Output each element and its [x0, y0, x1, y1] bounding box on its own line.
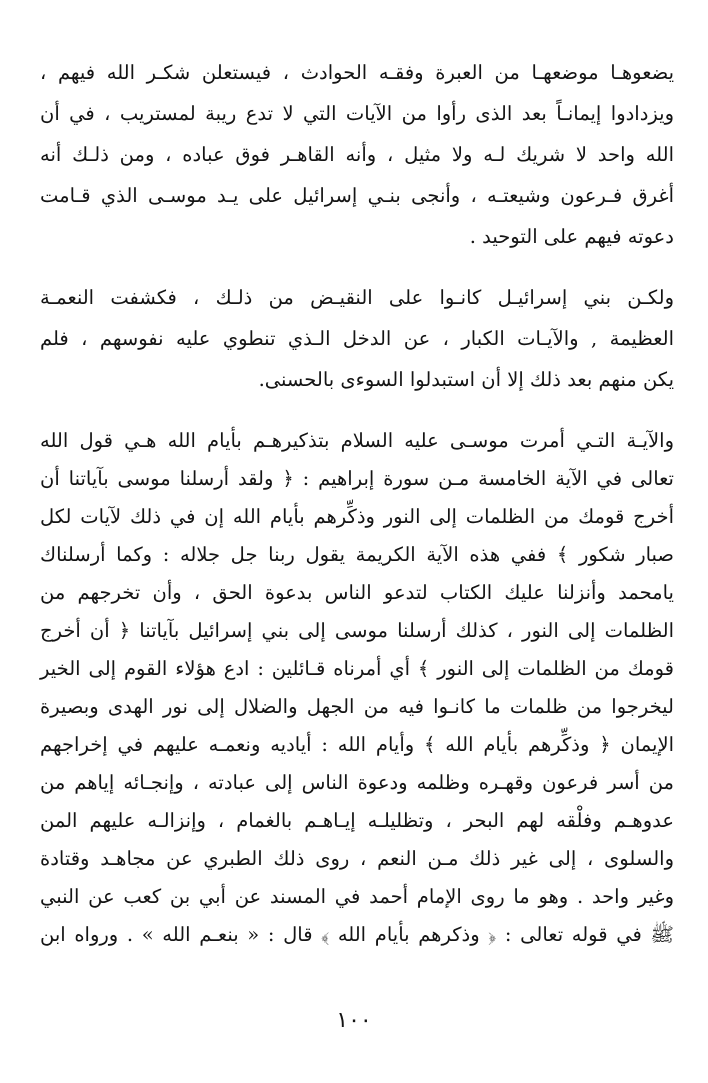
- text-line: دعوته فيهم على التوحيد .: [469, 225, 674, 248]
- text-line: ليخرجوا من ظلمات ما كانـوا فيه من الجهل والضلال إلى نور الهدى وبصيرة: [40, 695, 674, 718]
- text-line: تعالى في الآية الخامسة مـن سورة إبراهيم : ﴿ ولقد أرسلنا موسى بآياتنا أن: [40, 467, 674, 490]
- text-line: يامحمد وأنزلنا عليك الكتاب لتدعو الناس بدعوة الحق ، وأن تخرجهم من: [40, 581, 674, 604]
- text-line: صبار شكور ﴾ ففي هذه الآية الكريمة يقول ربنا جل جلاله : وكما أرسلناك: [40, 543, 674, 566]
- text-line: والسلوى ، إلى غير ذلك مـن النعم ، روى ذلك الطبري عن مجاهـد وقتادة: [40, 847, 674, 870]
- text-line: يكن منهم بعد ذلك إلا أن استبدلوا السوءى بالحسنى.: [258, 368, 674, 391]
- paragraph-3: [40, 422, 674, 954]
- text-line: والآيـة التـي أمرت موسـى عليه السلام بتذكيرهـم بأيام الله هـي قول الله: [40, 429, 674, 452]
- paragraph-2: [40, 277, 674, 400]
- text-line: ولكـن بني إسرائيـل كانـوا على النقيـض من ذلـك ، فكشفت النعمـة: [40, 286, 674, 309]
- text-line: يضعوهـا موضعهـا من العبرة وفقـه الحوادث ، فيستعلن شكـر الله فيهم ،: [40, 61, 674, 84]
- text-line: الظلمات إلى النور ، كذلك أرسلنا موسى إلى بني إسرائيل بآياتنا ﴿ أن أخرج: [40, 619, 674, 642]
- text-line: ﷺ في قوله تعالى : ﴿ وذكرهم بأيام الله ﴾ قال : « بنعـم الله » . ورواه ابن: [40, 923, 674, 946]
- text-line: ويزدادوا إيمانـاً بعد الذى رأوا من الآيات التي لا تدع ريبة لمستريب ، في أن: [40, 102, 674, 125]
- text-line: أغرق فـرعون وشيعتـه ، وأنجى بنـي إسرائيل على يـد موسـى الذي قـامت: [40, 184, 675, 207]
- paragraph-1: [40, 52, 674, 257]
- text-line: من أسر فرعون وقهـره وظلمه ودعوة الناس إلى عبادته ، وإنجـائه إياهم من: [40, 771, 674, 794]
- page-number: ١٠٠: [336, 1008, 372, 1033]
- page-body: [40, 52, 674, 954]
- text-line: الإيمان ﴿ وذكِّرهم بأيام الله ﴾ وأيام الله : أياديه ونعمـه عليهم في إخراجهم: [40, 733, 674, 756]
- text-line: أخرج قومك من الظلمات إلى النور وذكِّرهم بأيام الله إن في ذلك لآيات لكل: [40, 505, 674, 528]
- text-line: وغير واحد . وهو ما روى الإمام أحمد في المسند عن أبي بن كعب عن النبي: [40, 885, 674, 908]
- text-line: قومك من الظلمات إلى النور ﴾ أي أمرناه قـائلين : ادع هؤلاء القوم إلى الخير: [40, 657, 674, 680]
- text-line: الله واحد لا شريك لـه ولا مثيل ، وأنه القاهـر فوق عباده ، ومن ذلـك أنه: [40, 143, 674, 166]
- text-line: العظيمة , والآيـات الكبار ، عن الدخل الـذي تنطوي عليه نفوسهم ، فلم: [40, 327, 674, 350]
- text-line: عدوهـم وفلْقه لهم البحر ، وتظليلـه إيـاهـم بالغمام ، وإنزالـه عليهم المن: [40, 809, 674, 832]
